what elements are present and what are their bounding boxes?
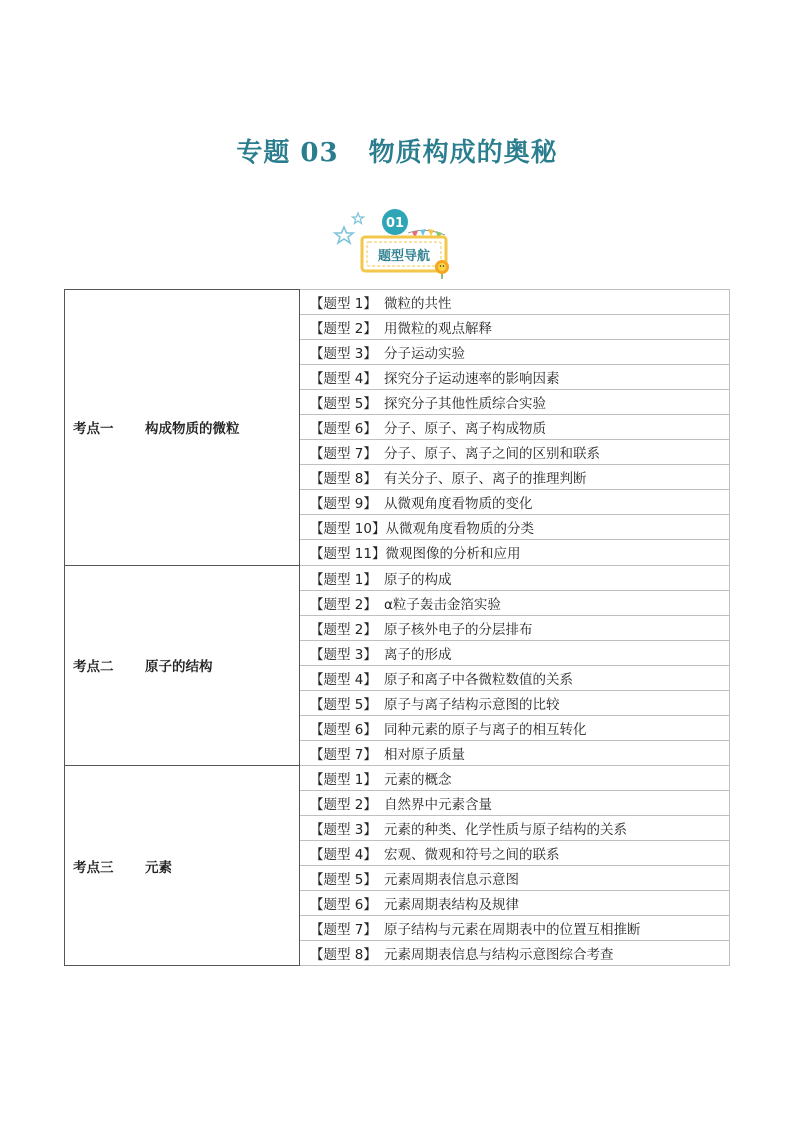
- star-icon-small: [353, 213, 364, 224]
- question-type-tag: 【题型 6】: [310, 897, 377, 914]
- question-type-item: [300, 690, 730, 715]
- badge-number: 01: [385, 216, 405, 231]
- question-type-text: 微粒的共性: [384, 296, 452, 313]
- question-type-tag: 【题型 8】: [310, 947, 377, 964]
- key-point-name: 元素: [145, 859, 172, 876]
- star-icon: [335, 227, 353, 243]
- question-type-tag: 【题型 3】: [310, 646, 377, 663]
- question-type-item: [300, 640, 730, 665]
- question-type-item: [300, 765, 730, 790]
- question-type-tag: 【题型 7】: [310, 746, 377, 763]
- question-type-item: [300, 290, 730, 315]
- question-type-item: [300, 841, 730, 866]
- topic-number: 专题 03: [236, 138, 339, 168]
- question-type-item: [300, 916, 730, 941]
- question-type-item: [300, 365, 730, 390]
- question-type-tag: 【题型 5】: [310, 872, 377, 889]
- question-type-text: 元素周期表信息示意图: [384, 872, 519, 889]
- question-type-text: 元素的种类、化学性质与原子结构的关系: [384, 822, 627, 838]
- question-type-text: 探究分子其他性质综合实验: [384, 396, 546, 413]
- question-type-item: [300, 465, 730, 490]
- question-type-text: 微观图像的分析和应用: [385, 546, 521, 563]
- question-type-item: [300, 415, 730, 440]
- question-type-tag: 【题型 5】: [310, 696, 377, 713]
- table-row: [65, 765, 730, 790]
- question-type-item: [300, 941, 730, 966]
- question-type-tag: 【题型 6】: [310, 421, 377, 438]
- question-type-text: 离子的形成: [384, 646, 452, 663]
- question-type-item: [300, 891, 730, 916]
- question-type-text: 原子与离子结构示意图的比较: [384, 696, 560, 713]
- key-point-number: 考点三: [73, 859, 114, 876]
- table-row: [65, 565, 730, 590]
- question-type-item: [300, 390, 730, 415]
- page-title: [0, 132, 794, 169]
- question-type-text: 元素周期表结构及规律: [384, 897, 519, 914]
- question-type-item: [300, 815, 730, 840]
- question-type-text: 宏观、微观和符号之间的联系: [384, 847, 560, 864]
- question-type-tag: 【题型 7】: [310, 446, 377, 463]
- question-type-text: 从微观角度看物质的分类: [385, 521, 534, 538]
- question-type-tag: 【题型 3】: [310, 822, 377, 838]
- question-type-item: [300, 590, 730, 615]
- question-type-text: 原子的构成: [384, 571, 452, 588]
- question-type-item: [300, 315, 730, 340]
- question-type-tag: 【题型 6】: [310, 721, 377, 738]
- key-point-number: 考点一: [73, 421, 114, 438]
- question-type-text: 分子、原子、离子构成物质: [384, 421, 546, 438]
- key-point-number: 考点二: [73, 659, 114, 676]
- question-type-tag: 【题型 4】: [310, 847, 377, 864]
- question-type-tag: 【题型 8】: [310, 471, 377, 488]
- table-row: [65, 290, 730, 315]
- question-type-item: [300, 490, 730, 515]
- topic-name: 物质构成的奥秘: [368, 138, 558, 168]
- question-type-text: 原子结构与元素在周期表中的位置互相推断: [384, 922, 641, 939]
- question-type-text: α粒子轰击金箔实验: [384, 596, 501, 613]
- question-type-text: 同种元素的原子与离子的相互转化: [384, 721, 587, 738]
- question-type-item: [300, 440, 730, 465]
- question-type-text: 元素周期表信息与结构示意图综合考查: [384, 947, 614, 964]
- question-type-tag: 【题型 4】: [310, 371, 377, 388]
- question-type-item: [300, 790, 730, 815]
- question-type-item: [300, 866, 730, 891]
- question-type-tag: 【题型 1】: [310, 296, 377, 313]
- question-type-item: [300, 340, 730, 365]
- question-type-text: 从微观角度看物质的变化: [384, 496, 533, 513]
- question-type-text: 元素的概念: [384, 771, 452, 788]
- badge-label: 题型导航: [377, 249, 431, 264]
- question-type-tag: 【题型 9】: [310, 496, 377, 513]
- key-point-cell: [65, 765, 300, 965]
- flower-icon: [435, 260, 449, 279]
- question-type-text: 原子核外电子的分层排布: [384, 621, 533, 638]
- key-point-name: 原子的结构: [145, 659, 213, 676]
- key-point-cell: [65, 290, 300, 566]
- question-type-text: 自然界中元素含量: [384, 796, 492, 813]
- question-type-tag: 【题型 1】: [310, 571, 377, 588]
- question-type-text: 分子运动实验: [384, 346, 465, 363]
- key-point-name: 构成物质的微粒: [145, 421, 240, 438]
- question-type-tag: 【题型 2】: [310, 621, 377, 638]
- topic-navigation-table: [64, 289, 730, 966]
- key-point-cell: [65, 565, 300, 765]
- question-type-text: 探究分子运动速率的影响因素: [384, 371, 560, 388]
- question-type-text: 用微粒的观点解释: [384, 321, 492, 338]
- question-type-item: [300, 665, 730, 690]
- question-type-tag: 【题型 11】: [310, 546, 386, 563]
- question-type-tag: 【题型 4】: [310, 671, 377, 688]
- question-type-text: 分子、原子、离子之间的区别和联系: [384, 446, 600, 463]
- question-type-tag: 【题型 5】: [310, 396, 377, 413]
- question-type-item: [300, 615, 730, 640]
- question-type-tag: 【题型 2】: [310, 321, 377, 338]
- question-type-tag: 【题型 7】: [310, 922, 377, 939]
- question-type-item: [300, 515, 730, 540]
- question-type-text: 相对原子质量: [384, 746, 465, 763]
- question-type-tag: 【题型 2】: [310, 596, 377, 613]
- question-type-item: [300, 565, 730, 590]
- question-type-tag: 【题型 1】: [310, 771, 377, 788]
- question-type-tag: 【题型 3】: [310, 346, 377, 363]
- question-type-item: [300, 715, 730, 740]
- section-badge: [330, 205, 460, 280]
- question-type-text: 有关分子、原子、离子的推理判断: [384, 471, 587, 488]
- question-type-tag: 【题型 2】: [310, 796, 377, 813]
- question-type-text: 原子和离子中各微粒数值的关系: [384, 671, 573, 688]
- question-type-item: [300, 740, 730, 765]
- question-type-tag: 【题型 10】: [310, 521, 386, 538]
- question-type-item: [300, 540, 730, 565]
